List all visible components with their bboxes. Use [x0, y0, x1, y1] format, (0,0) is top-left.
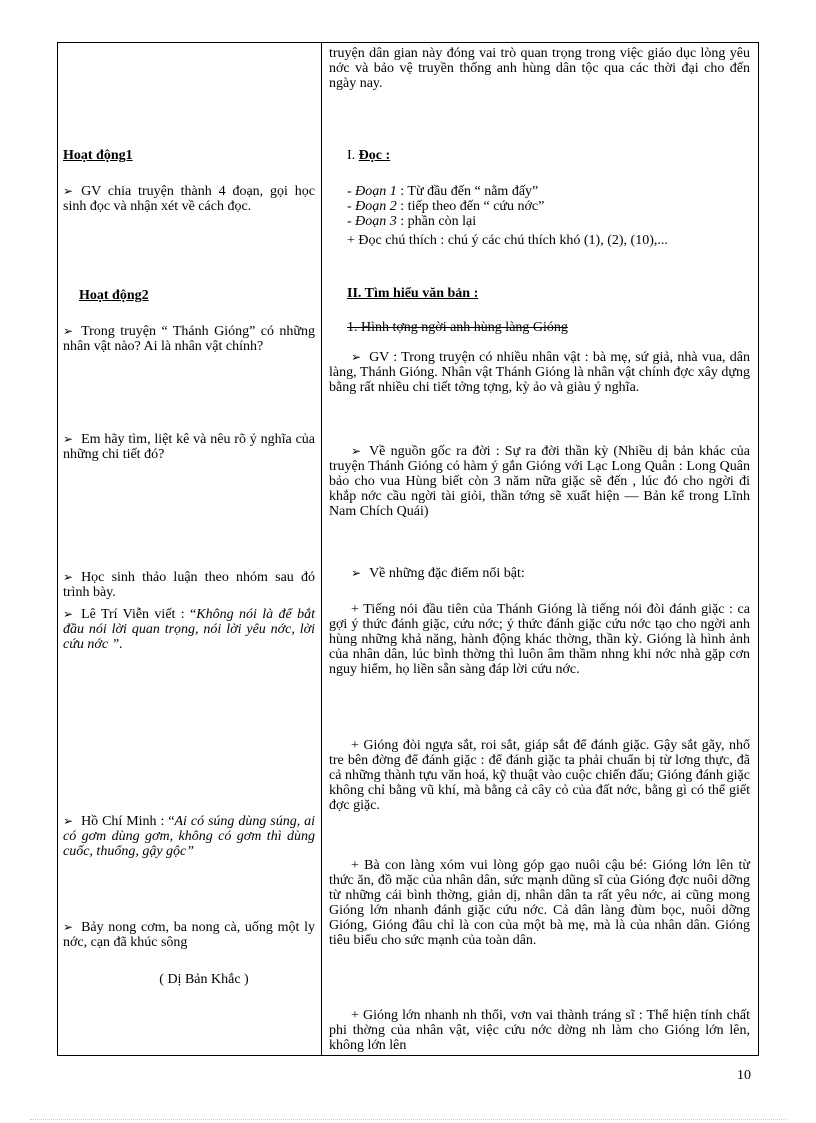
- features-heading: ➢ Về những đặc điểm nổi bật:: [351, 566, 525, 581]
- feature-1: + Tiếng nói đầu tiên của Thánh Gióng là tiếng nói đòi đánh giặc : ca gợi ý thức đánh giặc, cứu nớc; ý thức đánh giặc cứu nớc tạo cho ngời anh hùng những khả năng, hành động khác thờng, thần kỳ. Gióng là hình ảnh của nhân dân, lúc bình thờng thì luôn âm thầm nhng khi nớc nhà gặp cơn nguy hiểm, họ liền sẵn sàng đáp lời cứu nớc.: [329, 602, 750, 677]
- question-details: ➢ Em hãy tìm, liệt kê và nêu rõ ý nghĩa của những chi tiết đó?: [63, 432, 315, 462]
- intro-paragraph: truyện dân gian này đóng vai trò quan trọng trong việc giáo dục lòng yêu nớc và bảo vệ truyền thống anh hùng dân tộc qua các thời đại cho đến ngày nay.: [329, 46, 750, 91]
- paragraph-1: - Đoạn 1 : Từ đầu đến “ nằm đấy”: [347, 184, 539, 199]
- quote-ho-chi-minh: ➢ Hồ Chí Minh : “Ai có súng dùng súng, ai có gơm dùng gơm, không có gơm thì dùng cuốc, thuổng, gậy gộc”: [63, 814, 315, 859]
- feature-2: + Gióng đòi ngựa sắt, roi sắt, giáp sắt để đánh giặc. Gậy sắt gãy, nhổ tre bên đờng để đánh giặc : để đánh giặc ta phải chuẩn bị từ lơng thực, đã cả những thành tựu văn hoá, kỹ thuật vào cuộc chiến đấu; Gióng đánh giặc không chỉ bằng vũ khí, mà bằng cả cây cỏ của đất nớc, bằng gì có thể giết đợc giặc.: [329, 738, 750, 813]
- paragraph-3: - Đoạn 3 : phần còn lại: [347, 214, 477, 229]
- arrow-icon: ➢: [63, 432, 74, 446]
- gv-paragraph: ➢ GV : Trong truyện có nhiều nhân vật : bà mẹ, sứ giả, nhà vua, dân làng, Thánh Gióng. Nhân vật Thánh Gióng là nhân vật chính đợc xây dựng bằng rất nhiều chi tiết tởng tợng, kỳ ảo và giàu ý nghĩa.: [329, 350, 750, 395]
- activity2-title: Hoạt động2: [79, 288, 149, 303]
- question-characters: ➢ Trong truyện “ Thánh Gióng” có những nhân vật nào? Ai là nhân vật chính?: [63, 324, 315, 354]
- paragraph-2: - Đoạn 2 : tiếp theo đến “ cứu nớc”: [347, 199, 545, 214]
- section-text-analysis: II. Tìm hiểu văn bản :: [347, 286, 479, 301]
- poem-author: ( Dị Bản Khắc ): [159, 972, 249, 987]
- arrow-icon: ➢: [63, 184, 74, 198]
- page-bottom-rule: [30, 1119, 786, 1120]
- page-number: 10: [737, 1068, 751, 1083]
- discussion-note: ➢ Học sinh thảo luận theo nhóm sau đó trình bày.: [63, 570, 315, 600]
- arrow-icon: ➢: [63, 324, 74, 338]
- annotation-note: + Đọc chú thích : chú ý các chú thích khó (1), (2), (10),...: [347, 233, 668, 248]
- column-divider: [321, 42, 322, 1056]
- subsection-hero-image: 1. Hình tợng ngời anh hùng làng Gióng: [347, 320, 568, 335]
- feature-3: + Bà con làng xóm vui lòng góp gạo nuôi cậu bé: Gióng lớn lên từ thức ăn, đồ mặc của nhân dân, sức mạnh dũng sĩ của Gióng đợc nuôi dỡng từ những cái bình thờng, giản dị, nhân dân ta rất yêu nớc, ai cũng mong Gióng lớn nhanh đánh giặc cứu nớc. Cả dân làng đùm bọc, nuôi dỡng Gióng, Gióng đâu chỉ là con của một bà mẹ, mà là của nhân dân. Gióng tiêu biểu cho sức mạnh của toàn dân.: [329, 858, 750, 948]
- arrow-icon: ➢: [63, 607, 74, 621]
- activity1-title: Hoạt động1: [63, 148, 133, 163]
- origin-paragraph: ➢ Về nguồn gốc ra đời : Sự ra đời thần kỳ (Nhiều dị bản khác của truyện Thánh Gióng có hàm ý gắn Gióng với Lạc Long Quân : Long Quân bảo cho vua Hùng biết còn 3 năm nữa giặc sẽ đến , lúc đó cho ngời đi khắp nớc cầu ngời tài giỏi, thần tớng sẽ xuất hiện — Bản kể trong Lĩnh Nam Chích Quái): [329, 444, 750, 519]
- activity1-text: ➢ GV chia truyện thành 4 đoạn, gọi học sinh đọc và nhận xét về cách đọc.: [63, 184, 315, 214]
- folk-poem: ➢ Bảy nong cơm, ba nong cà, uống một ly nớc, cạn đã khúc sông: [63, 920, 315, 950]
- arrow-icon: ➢: [63, 920, 74, 934]
- arrow-icon: ➢: [351, 566, 362, 580]
- arrow-icon: ➢: [351, 350, 362, 364]
- arrow-icon: ➢: [63, 814, 74, 828]
- arrow-icon: ➢: [63, 570, 74, 584]
- section-reading: I. Đọc :: [347, 148, 391, 163]
- feature-4: + Gióng lớn nhanh nh thổi, vơn vai thành tráng sĩ : Thể hiện tính chất phi thờng của nhân vật, việc cứu nớc dờng nh làm cho Gióng lớn lên, không lớn lên: [329, 1008, 750, 1053]
- quote-le-tri-vien: ➢ Lê Trí Viễn viết : “Không nói là để bắt đầu nói lời quan trọng, nói lời yêu nớc, lời cứu nớc ”.: [63, 607, 315, 652]
- arrow-icon: ➢: [351, 444, 362, 458]
